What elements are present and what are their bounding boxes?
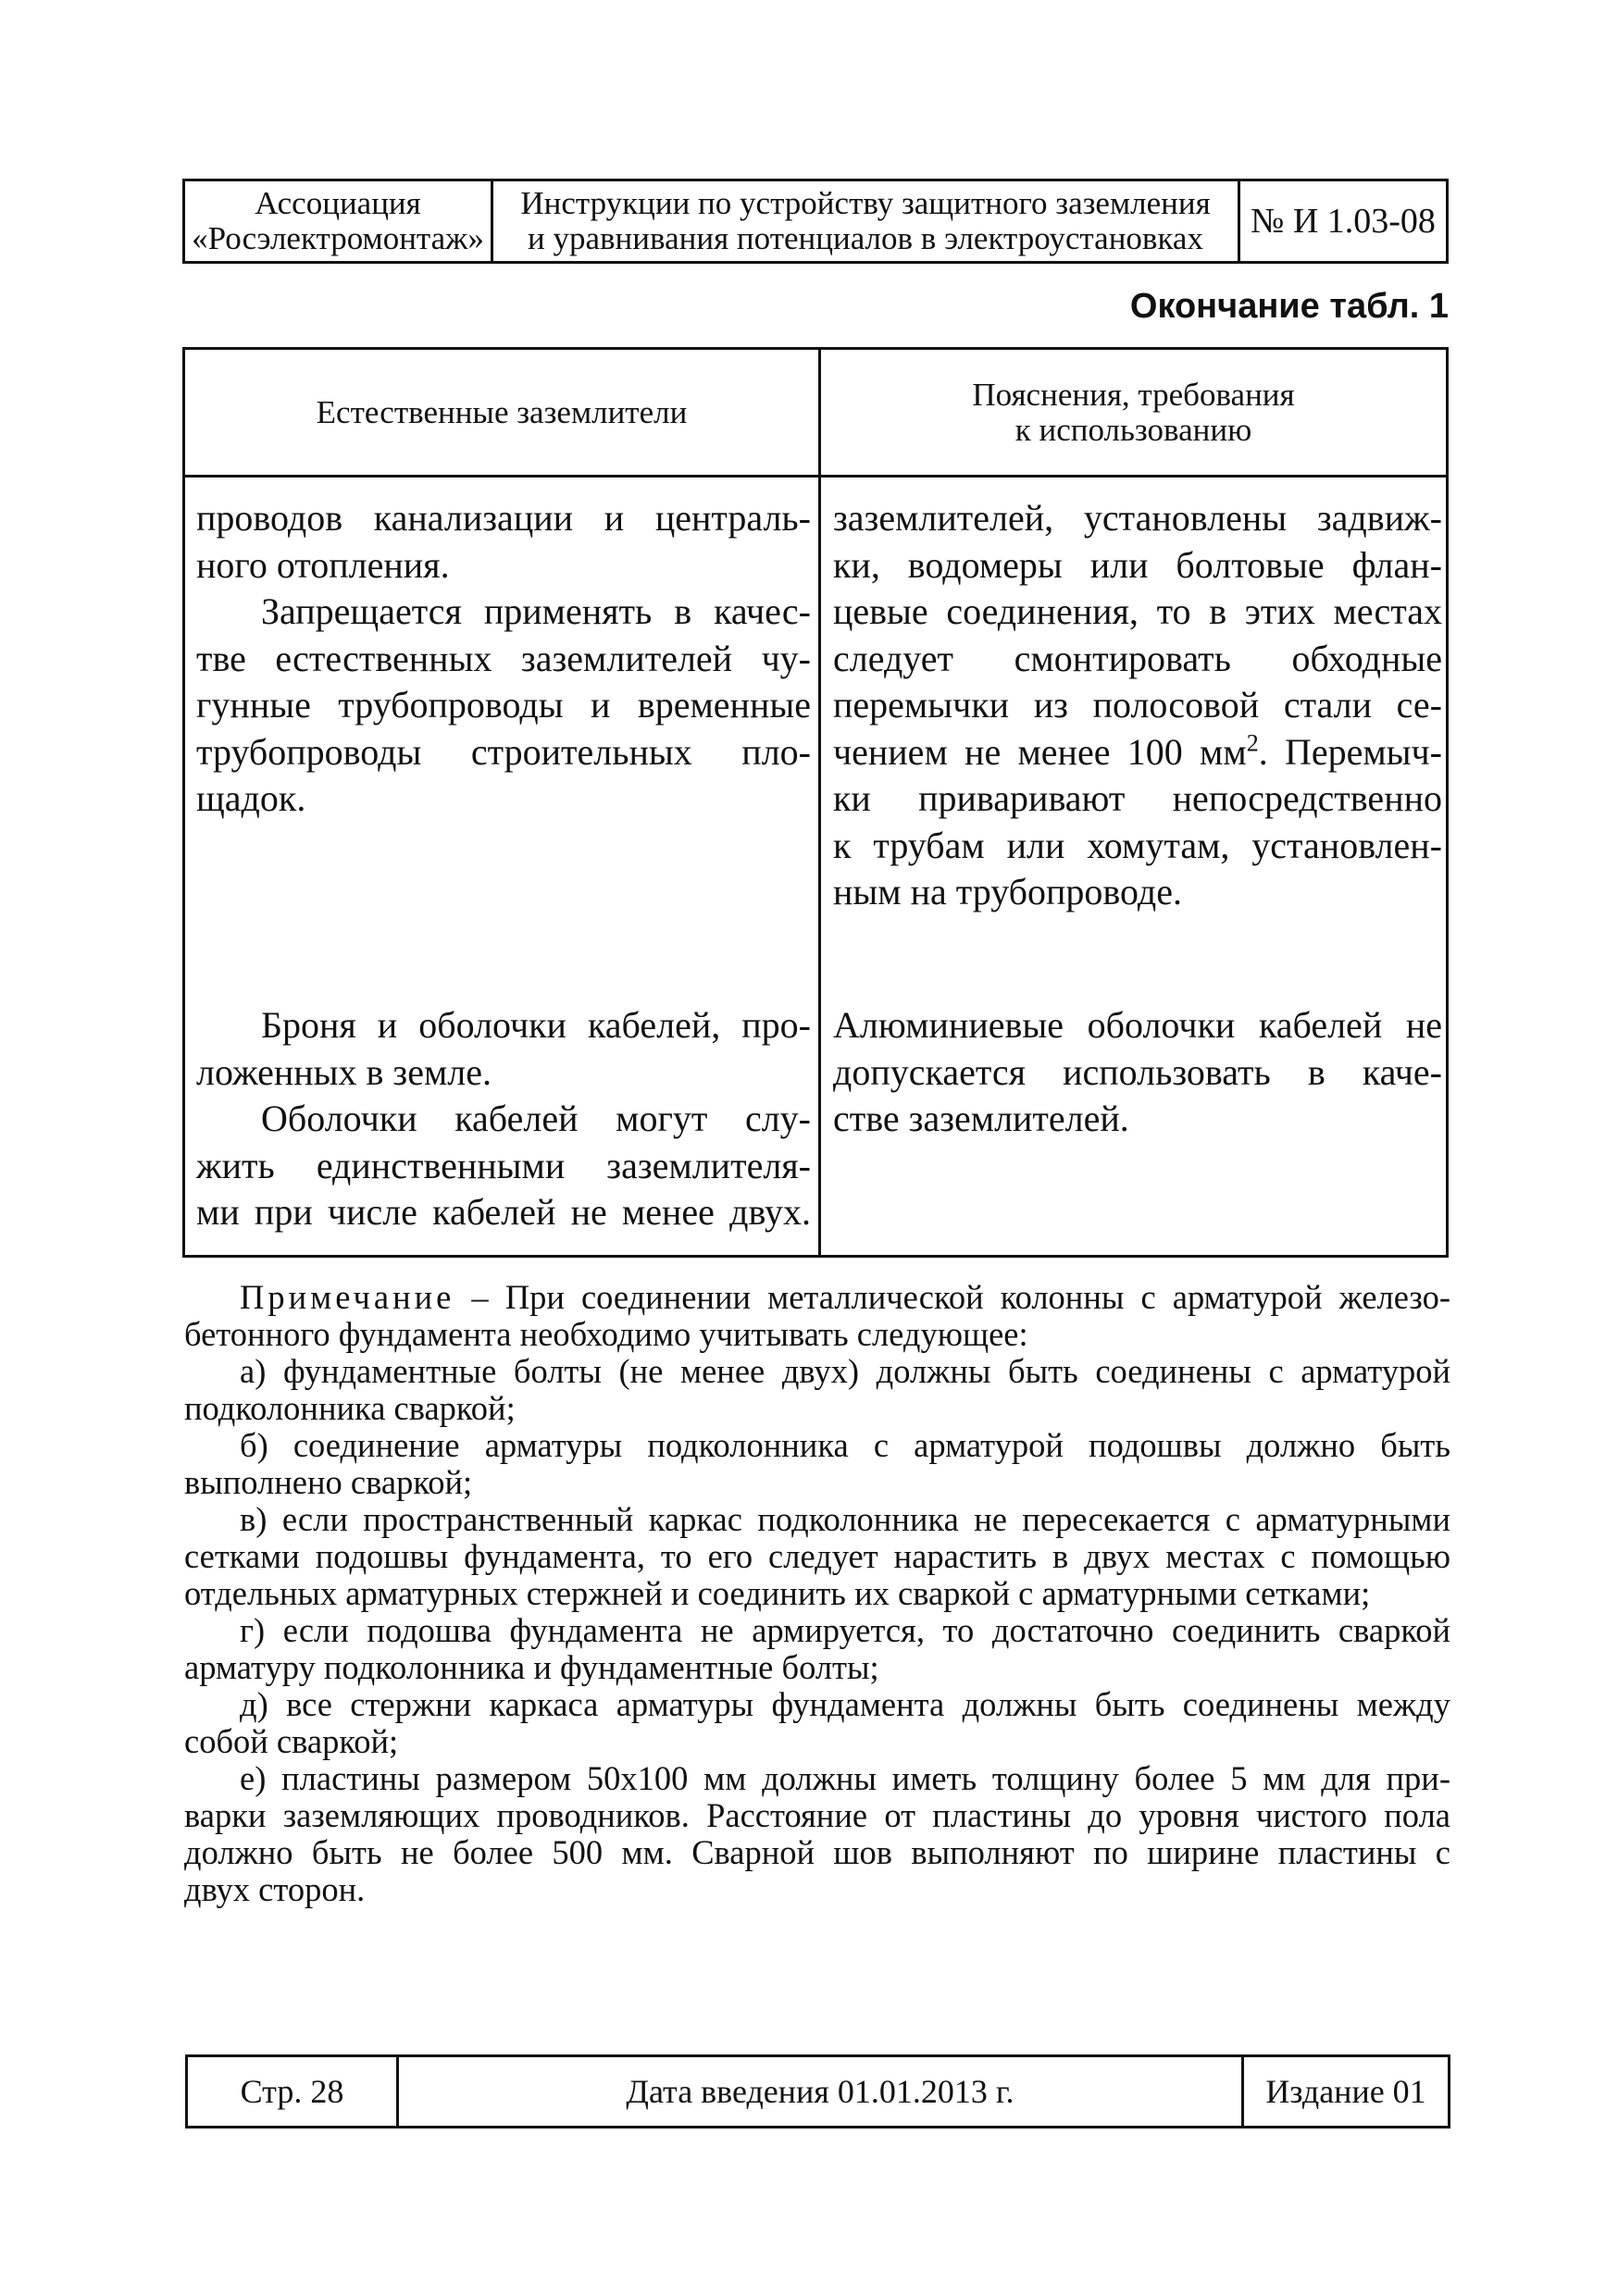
text-line: стве заземлителей. <box>833 1098 1129 1139</box>
text-line: гунные трубопроводы и временные <box>196 684 811 726</box>
natural-earthing-table <box>182 347 1449 1258</box>
page-number: Стр. 28 <box>188 2057 399 2126</box>
note-item-v <box>184 1501 1450 1612</box>
text-line: ки приваривают непосредственно <box>833 777 1442 819</box>
text-line: е) пластины размером 50х100 мм должны иметь толщину более 5 мм для при- <box>240 1759 1450 1797</box>
text-line: бетонного фундамента необходимо учитывать следующее: <box>184 1315 1028 1353</box>
column-header-natural-earthing <box>185 350 818 475</box>
table-column-divider <box>818 350 821 1255</box>
text-line: допускается использовать в каче- <box>833 1050 1442 1093</box>
document-number: № И 1.03-08 <box>1251 202 1436 241</box>
superscript: 2 <box>1246 729 1259 757</box>
row2-left-cell <box>196 1002 811 1236</box>
text-line: щадок. <box>196 777 306 819</box>
text-line: а) фундаментные болты (не менее двух) должны быть соединены с арматурой <box>240 1352 1450 1390</box>
note-item-g <box>184 1612 1450 1686</box>
row2-right-cell <box>833 1002 1442 1143</box>
text-line: б) соединение арматуры подколонника с арматурой подошвы должно быть <box>240 1426 1450 1464</box>
text-line: выполнено сваркой; <box>184 1463 473 1501</box>
column-header-requirements <box>821 350 1446 475</box>
note-intro <box>184 1279 1450 1353</box>
text-line: ным на трубопроводе. <box>833 871 1182 912</box>
text-line: арматуру подколонника и фундаментные болты; <box>184 1648 879 1686</box>
text-line: Алюминиевые оболочки кабелей не <box>833 1004 1442 1046</box>
text-line: варки заземляющих проводников. Расстояние от пластины до уровня чистого пола <box>184 1796 1450 1834</box>
text-line: тве естественных заземлителей чу- <box>196 637 811 679</box>
title-line2: и уравнивания потенциалов в электроустановках <box>528 220 1203 256</box>
org-name-line2: «Росэлектромонтаж» <box>192 220 484 256</box>
note-item-e <box>184 1760 1450 1908</box>
text-line: перемычки из полосовой стали се- <box>833 684 1442 726</box>
text-line: к трубам или хомутам, установлен- <box>833 824 1442 866</box>
column-header-text: Пояснения, требования <box>972 376 1295 413</box>
paragraph <box>196 495 811 589</box>
text-line: ного отопления. <box>196 543 450 586</box>
text-line: двух сторон. <box>184 1870 366 1908</box>
column-header-text: Естественные заземлители <box>316 393 688 430</box>
note-item-d <box>184 1686 1450 1760</box>
text-line: г) если подошва фундамента не армируется, то достаточно соединить сваркой <box>240 1611 1450 1649</box>
text-fragment: – При соединении металлической колонны с арматурой железо- <box>454 1278 1450 1316</box>
organization-cell <box>185 181 493 261</box>
text-line: в) если пространственный каркас подколонника не пересекается с арматурными <box>240 1500 1450 1538</box>
text-line: жить единственными заземлителя- <box>196 1144 811 1186</box>
effective-date: Дата введения 01.01.2013 г. <box>399 2057 1244 2126</box>
text-line <box>184 1279 1450 1316</box>
table-caption: Окончание табл. 1 <box>1129 287 1449 326</box>
text-line: проводов канализации и централь- <box>196 497 811 539</box>
text-line: подколонника сваркой; <box>184 1389 516 1427</box>
document-header <box>182 179 1449 264</box>
note-label: Примечание <box>240 1278 455 1316</box>
document-number-cell <box>1240 181 1446 261</box>
paragraph <box>196 1002 811 1096</box>
text-line: трубопроводы строительных пло- <box>196 730 811 773</box>
text-line: отдельных арматурных стержней и соединить их сваркой с арматурными сетками; <box>184 1574 1371 1612</box>
row1-left-cell <box>196 495 811 823</box>
text-line: заземлителей, установлены задвиж- <box>833 497 1442 539</box>
text-line: ложенных в земле. <box>196 1050 492 1093</box>
column-header-text: к использованию <box>1014 411 1252 448</box>
title-line1: Инструкции по устройству защитного заземления <box>520 185 1211 221</box>
org-name-line1: Ассоциация <box>255 185 421 221</box>
text-line: Запрещается применять в качес- <box>261 590 811 632</box>
text-line: цевые соединения, то в этих местах <box>833 590 1442 632</box>
document-footer <box>185 2054 1450 2128</box>
text-line: собой сваркой; <box>184 1722 399 1760</box>
table-header-divider <box>185 475 1446 478</box>
text-line: должно быть не более 500 мм. Сварной шов выполняют по ширине пластины с <box>184 1833 1450 1871</box>
table-note <box>184 1279 1450 1908</box>
text-line-with-superscript <box>833 729 1442 776</box>
row1-right-cell <box>833 495 1442 916</box>
paragraph <box>196 1096 811 1236</box>
text-line: Броня и оболочки кабелей, про- <box>261 1004 811 1046</box>
text-fragment: . Перемыч- <box>1258 730 1442 773</box>
text-line: ки, водомеры или болтовые флан- <box>833 543 1442 586</box>
text-line: ми при числе кабелей не менее двух. <box>196 1191 811 1233</box>
text-fragment: чением не менее 100 мм <box>833 730 1247 773</box>
text-line: следует смонтировать обходные <box>833 637 1442 679</box>
paragraph <box>196 589 811 823</box>
edition: Издание 01 <box>1265 2073 1426 2110</box>
text-line: сетками подошвы фундамента, то его следует нарастить в двух местах с помощью <box>184 1537 1450 1575</box>
note-item-a <box>184 1353 1450 1427</box>
text-line: Оболочки кабелей могут слу- <box>261 1098 811 1139</box>
note-item-b <box>184 1427 1450 1501</box>
text-line: д) все стержни каркаса арматуры фундамента должны быть соединены между <box>240 1685 1450 1723</box>
document-title-cell <box>493 181 1240 261</box>
